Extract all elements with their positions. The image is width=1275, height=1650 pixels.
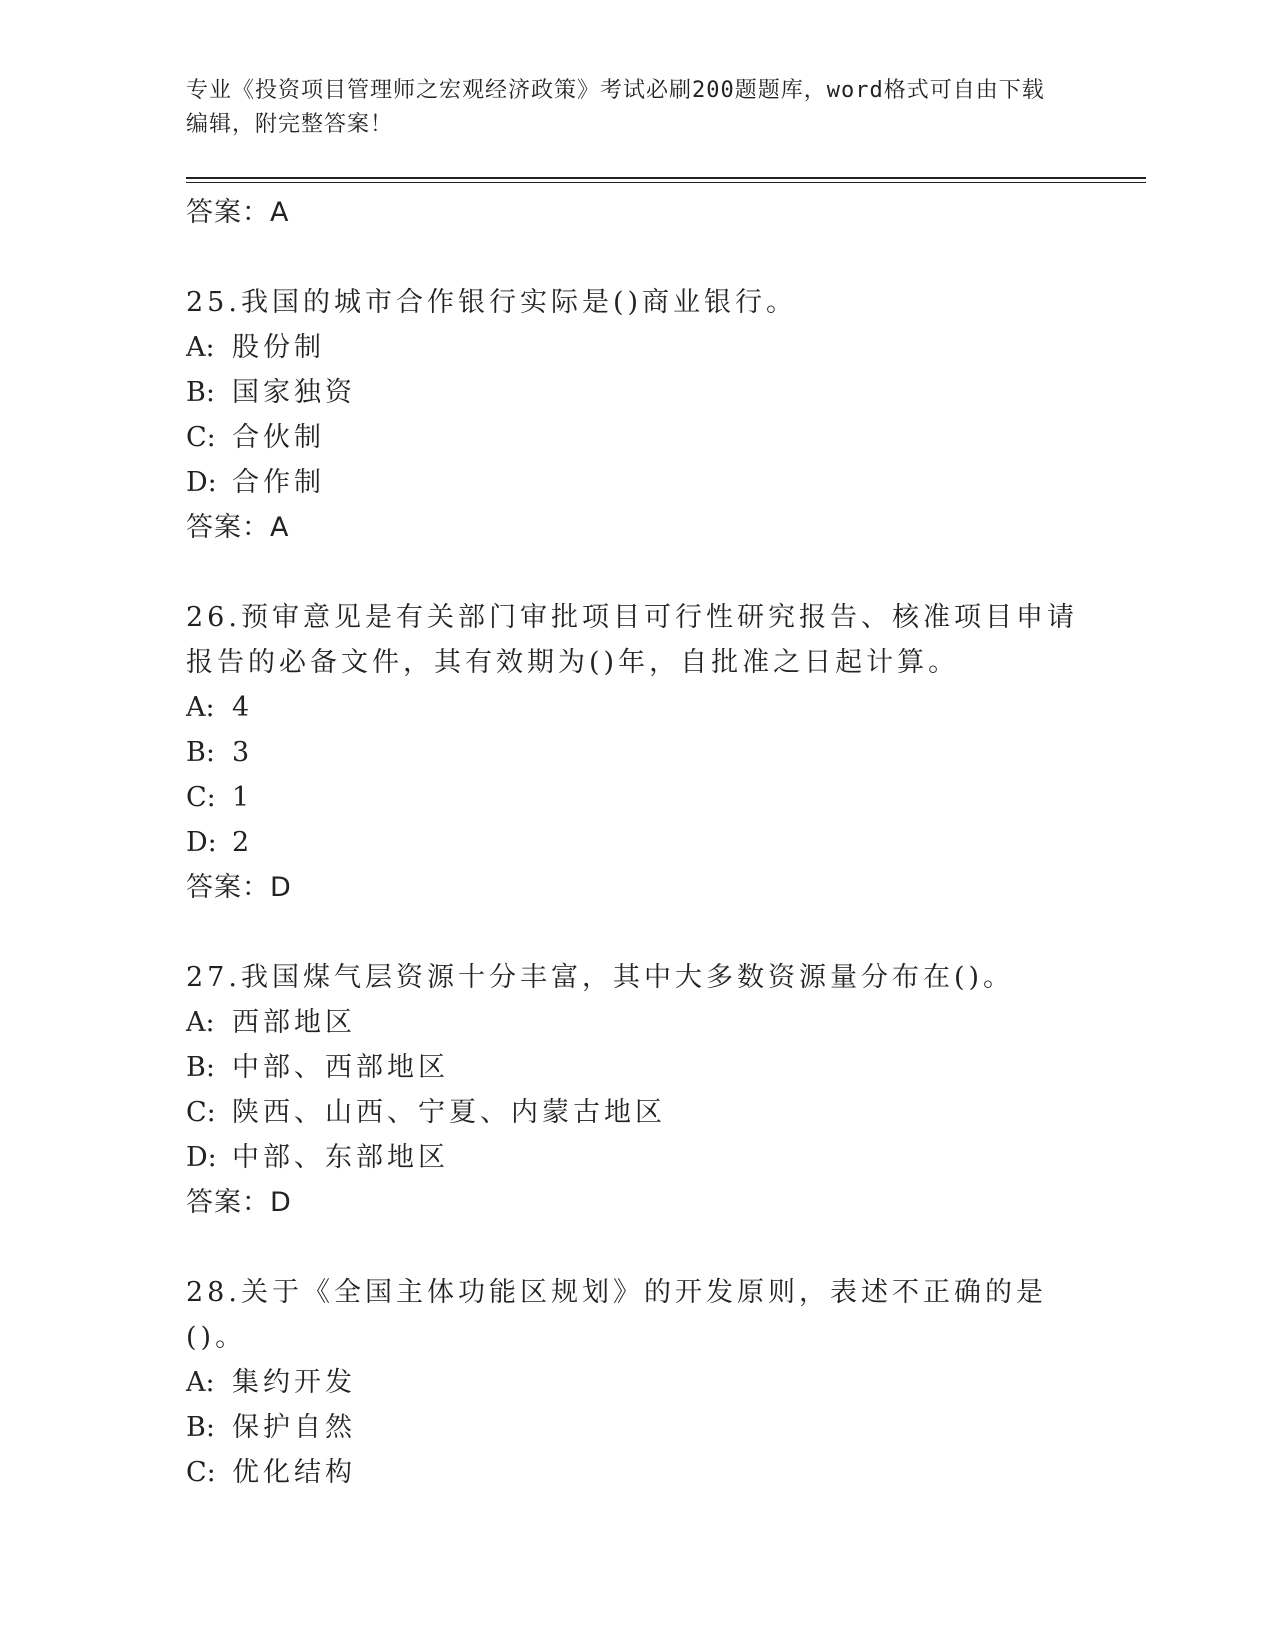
- option-letter: B:: [186, 1412, 215, 1443]
- option-a: [186, 1000, 1146, 1045]
- question-list: [186, 190, 1146, 1495]
- document-header: 专业《投资项目管理师之宏观经济政策》考试必刷200题题库，word格式可自由下载编辑，附完整答案！: [186, 78, 1045, 137]
- option-text: 1: [232, 782, 254, 813]
- option-text: 股份制: [232, 332, 325, 363]
- option-text: 合作制: [232, 467, 325, 498]
- option-a: [186, 325, 1146, 370]
- option-letter: A:: [186, 332, 215, 363]
- option-text: 3: [232, 737, 254, 768]
- option-text: 保护自然: [232, 1412, 356, 1443]
- option-text: 4: [232, 692, 254, 723]
- option-b: [186, 1405, 1146, 1450]
- option-b: [186, 370, 1146, 415]
- option-a: [186, 685, 1146, 730]
- header-rule-thick: [186, 177, 1146, 179]
- option-text: 合伙制: [232, 422, 325, 453]
- option-text: 陕西、山西、宁夏、内蒙古地区: [232, 1097, 666, 1128]
- question-text: 28.关于《全国主体功能区规划》的开发原则，表述不正确的是()。: [186, 1277, 1047, 1353]
- answer-line: 答案：D: [186, 872, 292, 903]
- option-letter: C:: [186, 782, 216, 813]
- option-text: 优化结构: [232, 1457, 356, 1488]
- option-c: [186, 1450, 1146, 1495]
- option-text: 中部、东部地区: [232, 1142, 449, 1173]
- header-rule-thin: [186, 182, 1146, 183]
- option-letter: A:: [186, 1007, 215, 1038]
- answer-line: 答案：A: [186, 512, 290, 543]
- option-b: [186, 730, 1146, 775]
- option-letter: C:: [186, 1457, 216, 1488]
- option-letter: B:: [186, 1052, 215, 1083]
- option-text: 集约开发: [232, 1367, 356, 1398]
- option-text: 中部、西部地区: [232, 1052, 449, 1083]
- option-letter: D:: [186, 1142, 217, 1173]
- question-27: [186, 955, 1146, 1000]
- answer-line: 答案：D: [186, 1187, 292, 1218]
- option-letter: D:: [186, 827, 217, 858]
- question-25: [186, 280, 1146, 325]
- option-d: [186, 1135, 1146, 1180]
- option-letter: A:: [186, 692, 215, 723]
- option-d: [186, 820, 1146, 865]
- question-text: 27.我国煤气层资源十分丰富，其中大多数资源量分布在()。: [186, 962, 1015, 993]
- option-letter: A:: [186, 1367, 215, 1398]
- option-c: [186, 775, 1146, 820]
- option-letter: B:: [186, 377, 215, 408]
- option-letter: D:: [186, 467, 217, 498]
- answer-line: 答案：A: [186, 197, 290, 228]
- option-a: [186, 1360, 1146, 1405]
- question-28: [186, 1270, 1146, 1360]
- option-c: [186, 415, 1146, 460]
- option-text: 2: [232, 827, 254, 858]
- question-text: 26.预审意见是有关部门审批项目可行性研究报告、核准项目申请报告的必备文件，其有效期为()年，自批准之日起计算。: [186, 602, 1078, 678]
- option-text: 国家独资: [232, 377, 356, 408]
- question-text: 25.我国的城市合作银行实际是()商业银行。: [186, 287, 798, 318]
- option-letter: C:: [186, 1097, 216, 1128]
- option-text: 西部地区: [232, 1007, 356, 1038]
- option-c: [186, 1090, 1146, 1135]
- option-letter: C:: [186, 422, 216, 453]
- question-26: [186, 595, 1146, 685]
- option-b: [186, 1045, 1146, 1090]
- option-letter: B:: [186, 737, 215, 768]
- option-d: [186, 460, 1146, 505]
